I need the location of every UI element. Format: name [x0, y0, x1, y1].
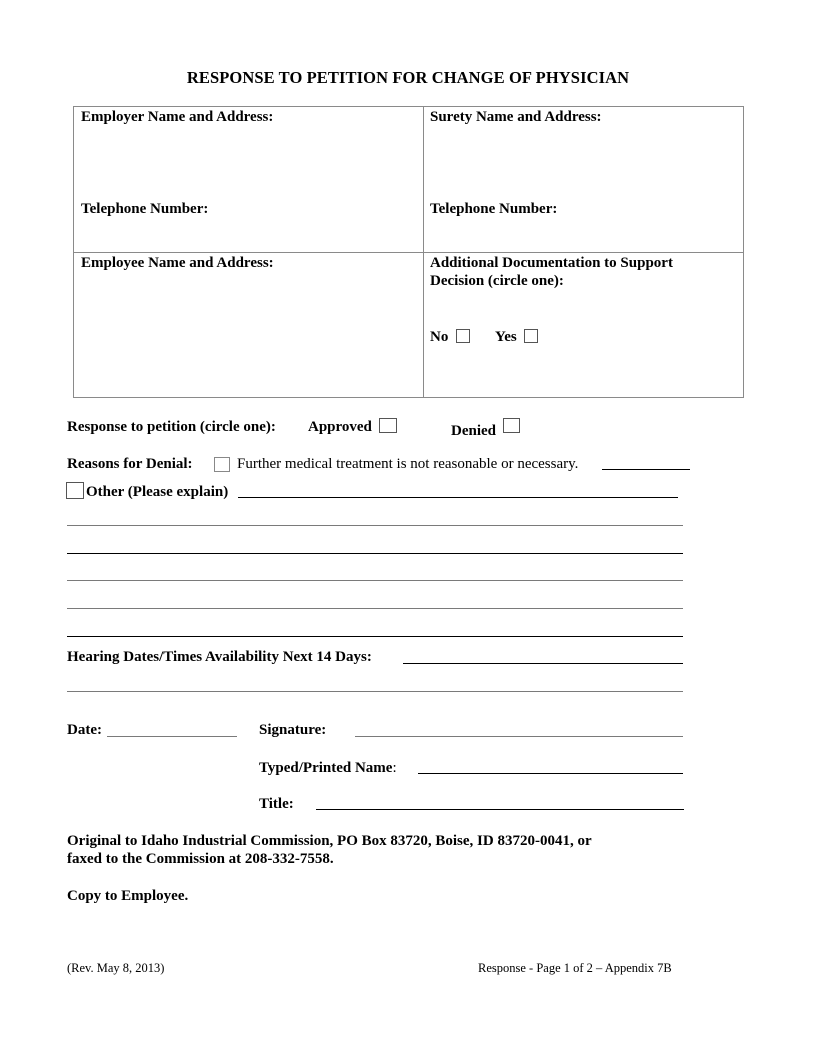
surety-telephone-label: Telephone Number: — [430, 201, 558, 217]
surety-name-address-label: Surety Name and Address: — [430, 109, 602, 125]
instructions-line-1: Original to Idaho Industrial Commission, PO Box 83720, Boise, ID 83720-0041, or — [67, 833, 592, 849]
approved-label: Approved — [308, 419, 372, 435]
response-to-petition-label: Response to petition (circle one): — [67, 419, 276, 435]
revision-date: (Rev. May 8, 2013) — [67, 961, 165, 975]
employer-telephone-label: Telephone Number: — [81, 201, 209, 217]
page-title: RESPONSE TO PETITION FOR CHANGE OF PHYSICIAN — [186, 68, 630, 87]
denied-label: Denied — [451, 423, 496, 439]
employee-name-address-field[interactable] — [80, 274, 418, 392]
date-label: Date: — [67, 722, 102, 738]
surety-name-address-field[interactable] — [429, 128, 739, 198]
other-reason-line[interactable] — [238, 497, 678, 498]
reason-not-reasonable-checkbox[interactable] — [214, 457, 230, 472]
employer-telephone-field[interactable] — [80, 220, 418, 248]
additional-documentation-label-1: Additional Documentation to Support — [430, 255, 673, 271]
hearing-dates-line-2[interactable] — [67, 691, 683, 692]
explanation-line-3[interactable] — [67, 580, 683, 581]
printed-name-label — [259, 759, 397, 777]
table-divider-horizontal — [73, 252, 744, 253]
approved-checkbox[interactable] — [379, 418, 397, 433]
printed-name-label-text: Typed/Printed Name — [259, 760, 393, 776]
yes-label: Yes — [495, 329, 517, 345]
explanation-line-4[interactable] — [67, 608, 683, 609]
hearing-dates-line[interactable] — [403, 663, 683, 664]
signature-line[interactable] — [355, 736, 683, 737]
reason-not-reasonable-text: Further medical treatment is not reasonable or necessary. — [237, 456, 579, 472]
surety-telephone-field[interactable] — [429, 220, 739, 248]
explanation-line-5[interactable] — [67, 636, 683, 637]
denied-checkbox[interactable] — [503, 418, 520, 433]
other-reason-checkbox[interactable] — [66, 482, 84, 499]
no-label: No — [430, 329, 449, 345]
no-checkbox[interactable] — [456, 329, 470, 343]
explanation-line-2[interactable] — [67, 553, 683, 554]
denied-option — [451, 418, 520, 440]
printed-name-colon: : — [392, 760, 397, 776]
yes-checkbox[interactable] — [524, 329, 538, 343]
title-label: Title: — [259, 796, 294, 812]
reason-not-reasonable-line[interactable] — [602, 469, 690, 470]
other-reason-label: Other (Please explain) — [86, 484, 229, 500]
approved-option — [308, 418, 397, 436]
instructions-line-2: faxed to the Commission at 208-332-7558. — [67, 851, 334, 867]
copy-to-employee: Copy to Employee. — [67, 888, 189, 904]
printed-name-line[interactable] — [418, 773, 683, 774]
employer-name-address-field[interactable] — [80, 128, 418, 198]
explanation-line-1[interactable] — [67, 525, 683, 526]
reasons-for-denial-label: Reasons for Denial: — [67, 456, 193, 472]
employer-name-address-label: Employer Name and Address: — [81, 109, 274, 125]
title-line[interactable] — [316, 809, 684, 810]
no-option — [430, 328, 538, 346]
page-info: Response - Page 1 of 2 – Appendix 7B — [478, 961, 672, 975]
signature-label: Signature: — [259, 722, 327, 738]
additional-documentation-label-2: Decision (circle one): — [430, 273, 564, 289]
date-line[interactable] — [107, 736, 237, 737]
hearing-dates-label: Hearing Dates/Times Availability Next 14 Days: — [67, 649, 372, 665]
employee-name-address-label: Employee Name and Address: — [81, 255, 274, 271]
